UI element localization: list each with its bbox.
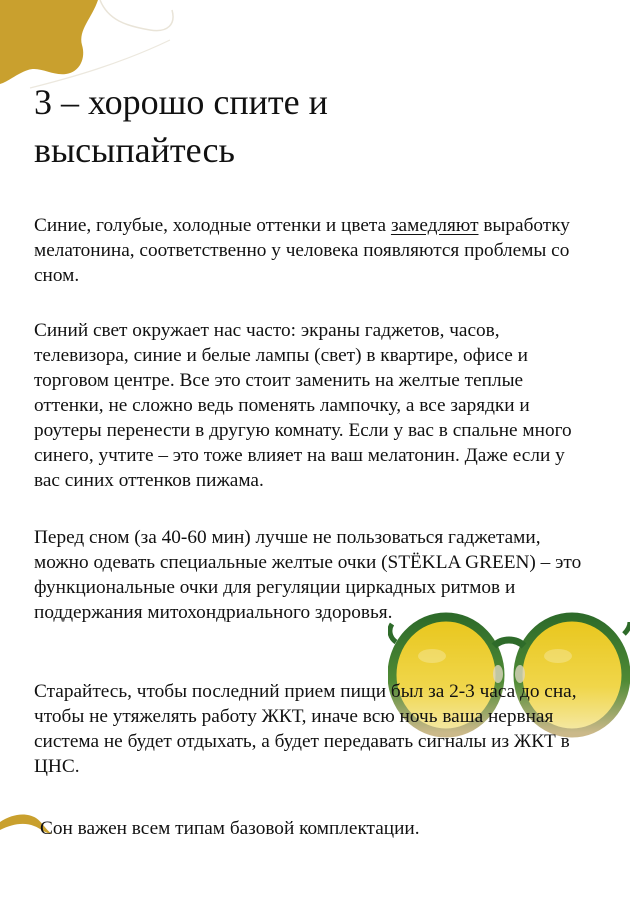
gold-blob-top-decoration: [0, 0, 200, 90]
underlined-word: замедляют: [390, 215, 479, 236]
paragraph-gadgets: Перед сном (за 40-60 мин) лучше не пользоваться гаджетами, можно одевать специальные желтые очки (STЁKLA GREEN) – это функциональные очки для регуляции циркадных ритмов и поддержания митохондриального здоровья.: [34, 527, 582, 623]
paragraph-1-start: Синие, голубые, холодные оттенки и цвета: [34, 215, 391, 236]
paragraph-meal: Старайтесь, чтобы последний прием пищи был за 2-3 часа до сна, чтобы не утяжелять работу ЖКТ, иначе всю ночь ваша нервная система не будет отдыхать, а будет передавать сигналы из ЖКТ в ЦНС.: [34, 681, 577, 777]
page-title: [34, 78, 534, 174]
paragraph-conclusion: Сон важен всем типам базовой комплектации.: [40, 818, 420, 839]
title-line-2: высыпайтесь: [34, 130, 235, 170]
paragraph-melatonin: [34, 213, 594, 288]
paragraph-blue-light: Синий свет окружает нас часто: экраны гаджетов, часов, телевизора, синие и белые лампы (свет) в квартире, офисе и торговом центре. Все это стоит заменить на желтые теплые оттенки, не сложно ведь поменять лампочку, а все зарядки и роутеры перенести в другую комнату. Если у вас в спальне много синего, учтите – это тоже влияет на ваш мелатонин. Даже если у вас синих оттенков пижама.: [34, 320, 572, 491]
title-line-1: 3 – хорошо спите и: [34, 82, 328, 122]
paragraph-1-end: выработку мелатонина, соответственно у человека появляются проблемы со сном.: [34, 215, 570, 286]
